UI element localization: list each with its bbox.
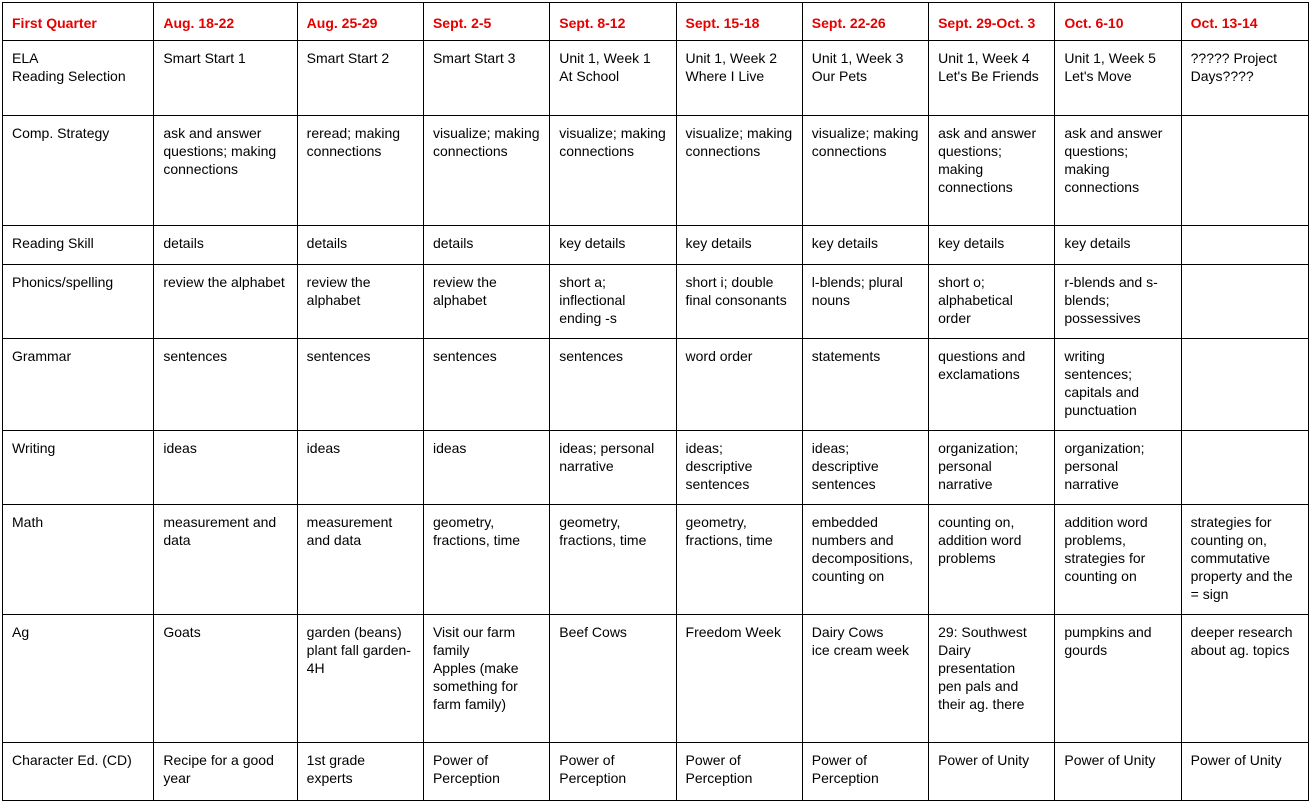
row-label: Math [3, 505, 154, 615]
table-cell: Power of Perception [550, 743, 676, 801]
table-cell: 1st grade experts [297, 743, 423, 801]
row-label: ELA Reading Selection [3, 41, 154, 116]
table-cell: details [297, 226, 423, 265]
table-cell: reread; making connections [297, 116, 423, 226]
header-cell-week: Sept. 22-26 [802, 3, 928, 41]
table-cell: ideas; personal narrative [550, 431, 676, 505]
table-cell: Recipe for a good year [154, 743, 297, 801]
header-cell-week: Aug. 25-29 [297, 3, 423, 41]
table-cell [1181, 226, 1308, 265]
row-label: Ag [3, 615, 154, 743]
table-cell: short a; inflectional ending -s [550, 265, 676, 339]
table-cell: ask and answer questions; making connections [929, 116, 1055, 226]
table-cell: measurement and data [154, 505, 297, 615]
table-cell: Freedom Week [676, 615, 802, 743]
table-cell: geometry, fractions, time [423, 505, 549, 615]
table-cell: sentences [297, 339, 423, 431]
table-cell: measurement and data [297, 505, 423, 615]
header-cell-quarter: First Quarter [3, 3, 154, 41]
table-row-phonics [3, 265, 1309, 339]
table-cell: geometry, fractions, time [550, 505, 676, 615]
table-cell: r-blends and s-blends; possessives [1055, 265, 1181, 339]
table-cell: writing sentences; capitals and punctuation [1055, 339, 1181, 431]
table-cell: sentences [423, 339, 549, 431]
table-cell: ideas; descriptive sentences [676, 431, 802, 505]
table-cell: short o; alphabetical order [929, 265, 1055, 339]
row-label: Writing [3, 431, 154, 505]
header-row [3, 3, 1309, 41]
table-cell: Unit 1, Week 4 Let's Be Friends [929, 41, 1055, 116]
table-row-comp-strategy [3, 116, 1309, 226]
table-cell: Visit our farm family Apples (make something for farm family) [423, 615, 549, 743]
table-cell: visualize; making connections [550, 116, 676, 226]
table-cell: review the alphabet [297, 265, 423, 339]
table-cell: Unit 1, Week 5 Let's Move [1055, 41, 1181, 116]
table-cell: word order [676, 339, 802, 431]
table-cell: strategies for counting on, commutative property and the = sign [1181, 505, 1308, 615]
table-cell: embedded numbers and decompositions, counting on [802, 505, 928, 615]
table-cell: ????? Project Days???? [1181, 41, 1308, 116]
table-cell: Power of Perception [423, 743, 549, 801]
table-cell: Smart Start 3 [423, 41, 549, 116]
table-cell: key details [929, 226, 1055, 265]
table-row-character-ed [3, 743, 1309, 801]
header-cell-week: Aug. 18-22 [154, 3, 297, 41]
table-cell: ideas [423, 431, 549, 505]
table-cell: details [423, 226, 549, 265]
table-cell: Smart Start 2 [297, 41, 423, 116]
table-cell: Power of Unity [929, 743, 1055, 801]
table-cell: key details [676, 226, 802, 265]
table-cell [1181, 265, 1308, 339]
table-cell: geometry, fractions, time [676, 505, 802, 615]
table-cell: Unit 1, Week 3 Our Pets [802, 41, 928, 116]
table-cell: Beef Cows [550, 615, 676, 743]
header-cell-week: Oct. 13-14 [1181, 3, 1308, 41]
table-cell: key details [550, 226, 676, 265]
table-cell: counting on, addition word problems [929, 505, 1055, 615]
quarter-schedule-table [2, 2, 1309, 801]
table-cell: ideas; descriptive sentences [802, 431, 928, 505]
table-row-ela [3, 41, 1309, 116]
table-row-grammar [3, 339, 1309, 431]
table-cell: garden (beans) plant fall garden-4H [297, 615, 423, 743]
table-cell: visualize; making connections [676, 116, 802, 226]
table-cell: review the alphabet [423, 265, 549, 339]
table-cell [1181, 431, 1308, 505]
table-cell: short i; double final consonants [676, 265, 802, 339]
table-cell: Smart Start 1 [154, 41, 297, 116]
header-cell-week: Sept. 29-Oct. 3 [929, 3, 1055, 41]
table-cell: Power of Unity [1181, 743, 1308, 801]
table-row-ag [3, 615, 1309, 743]
table-cell: ask and answer questions; making connections [154, 116, 297, 226]
table-cell: visualize; making connections [802, 116, 928, 226]
table-cell: Power of Unity [1055, 743, 1181, 801]
table-cell: l-blends; plural nouns [802, 265, 928, 339]
table-row-math [3, 505, 1309, 615]
table-cell: 29: Southwest Dairy presentation pen pals and their ag. there [929, 615, 1055, 743]
table-cell: Goats [154, 615, 297, 743]
table-cell: ideas [154, 431, 297, 505]
table-cell [1181, 116, 1308, 226]
table-cell: organization; personal narrative [929, 431, 1055, 505]
table-cell: key details [1055, 226, 1181, 265]
header-cell-week: Sept. 8-12 [550, 3, 676, 41]
row-label: Phonics/spelling [3, 265, 154, 339]
table-row-reading-skill [3, 226, 1309, 265]
table-cell: details [154, 226, 297, 265]
table-cell: addition word problems, strategies for counting on [1055, 505, 1181, 615]
header-cell-week: Sept. 15-18 [676, 3, 802, 41]
table-cell: pumpkins and gourds [1055, 615, 1181, 743]
table-cell: deeper research about ag. topics [1181, 615, 1308, 743]
table-cell: review the alphabet [154, 265, 297, 339]
table-cell: Unit 1, Week 2 Where I Live [676, 41, 802, 116]
row-label: Grammar [3, 339, 154, 431]
table-cell: sentences [550, 339, 676, 431]
table-cell: statements [802, 339, 928, 431]
table-cell: organization; personal narrative [1055, 431, 1181, 505]
row-label: Reading Skill [3, 226, 154, 265]
header-cell-week: Sept. 2-5 [423, 3, 549, 41]
table-cell: questions and exclamations [929, 339, 1055, 431]
table-cell [1181, 339, 1308, 431]
table-cell: Dairy Cows ice cream week [802, 615, 928, 743]
table-cell: Unit 1, Week 1 At School [550, 41, 676, 116]
table-cell: Power of Perception [676, 743, 802, 801]
row-label: Comp. Strategy [3, 116, 154, 226]
table-cell: key details [802, 226, 928, 265]
table-cell: ask and answer questions; making connections [1055, 116, 1181, 226]
table-cell: Power of Perception [802, 743, 928, 801]
row-label: Character Ed. (CD) [3, 743, 154, 801]
table-cell: visualize; making connections [423, 116, 549, 226]
table-cell: ideas [297, 431, 423, 505]
table-row-writing [3, 431, 1309, 505]
table-cell: sentences [154, 339, 297, 431]
header-cell-week: Oct. 6-10 [1055, 3, 1181, 41]
